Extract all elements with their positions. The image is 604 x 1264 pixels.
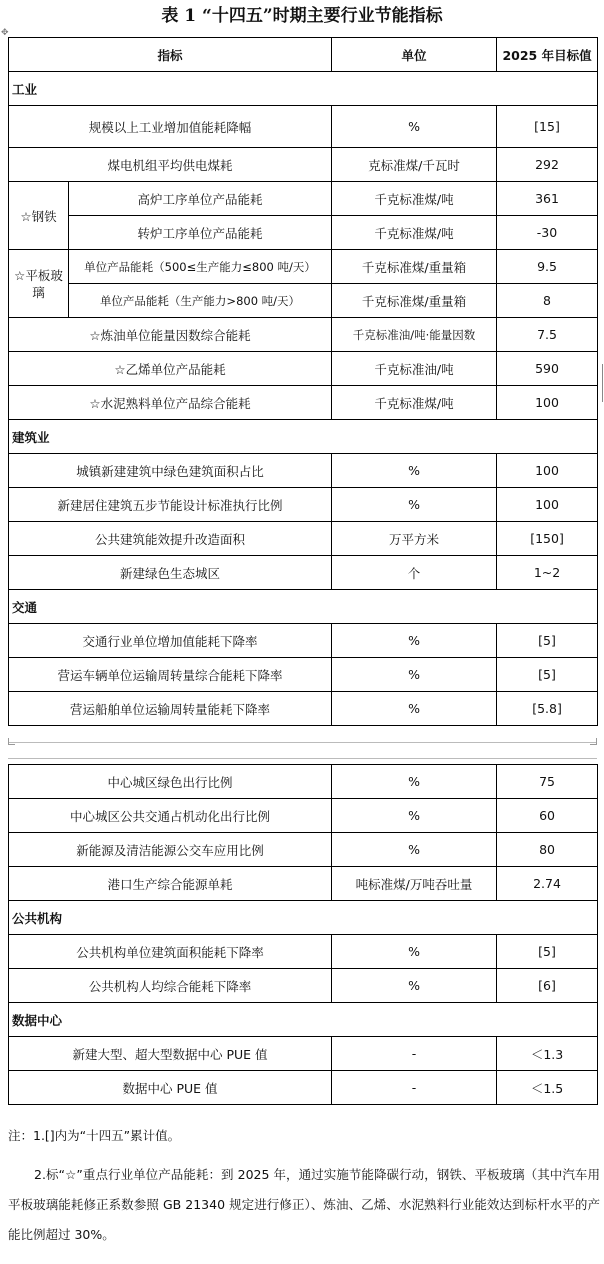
section-industry: 工业 [9, 72, 598, 106]
indicator-unit: % [332, 488, 497, 522]
indicator-value: 9.5 [497, 250, 598, 284]
table-row [9, 182, 598, 216]
indicator-unit: 千克标准煤/吨 [332, 386, 497, 420]
group-steel: ☆钢铁 [9, 182, 69, 250]
indicator-name: 转炉工序单位产品能耗 [69, 216, 332, 250]
table-row [9, 148, 598, 182]
section-row [9, 72, 598, 106]
indicator-value: 590 [497, 352, 598, 386]
indicator-value: [15] [497, 106, 598, 148]
move-handle-icon[interactable]: ✥ [1, 28, 9, 38]
table-row [9, 284, 598, 318]
indicator-name: 港口生产综合能源单耗 [9, 867, 332, 901]
indicator-unit: % [332, 969, 497, 1003]
indicator-unit: 千克标准油/吨·能量因数 [332, 318, 497, 352]
indicator-name: 城镇新建建筑中绿色建筑面积占比 [9, 454, 332, 488]
table-row [9, 216, 598, 250]
indicator-name: 新能源及清洁能源公交车应用比例 [9, 833, 332, 867]
indicator-unit: 万平方米 [332, 522, 497, 556]
indicator-value: [5] [497, 624, 598, 658]
table-row [9, 935, 598, 969]
table-title: 表 1 “十四五”时期主要行业节能指标 [161, 6, 443, 26]
indicator-name: 单位产品能耗（500≤生产能力≤800 吨/天） [69, 250, 332, 284]
table-row [9, 386, 598, 420]
table-row [9, 692, 598, 726]
indicator-value: 1~2 [497, 556, 598, 590]
indicator-value: 292 [497, 148, 598, 182]
table-row [9, 318, 598, 352]
indicator-unit: % [332, 935, 497, 969]
header-target: 2025 年目标值 [497, 38, 598, 72]
indicator-unit: % [332, 765, 497, 799]
indicator-unit: % [332, 799, 497, 833]
indicator-unit: 千克标准煤/重量箱 [332, 250, 497, 284]
indicator-unit: 千克标准煤/吨 [332, 216, 497, 250]
table-row [9, 106, 598, 148]
table-row [9, 1071, 598, 1105]
indicator-name: 中心城区绿色出行比例 [9, 765, 332, 799]
indicator-value: [5.8] [497, 692, 598, 726]
indicator-name: 高炉工序单位产品能耗 [69, 182, 332, 216]
indicator-unit: 千克标准油/吨 [332, 352, 497, 386]
table-row [9, 658, 598, 692]
table-row [9, 867, 598, 901]
indicator-unit: 吨标准煤/万吨吞吐量 [332, 867, 497, 901]
table-row [9, 624, 598, 658]
indicator-unit: % [332, 454, 497, 488]
indicator-value: ＜1.3 [497, 1037, 598, 1071]
indicator-name: 新建居住建筑五步节能设计标准执行比例 [9, 488, 332, 522]
table-row [9, 352, 598, 386]
indicator-name: 公共机构单位建筑面积能耗下降率 [9, 935, 332, 969]
indicator-unit: % [332, 692, 497, 726]
indicator-value: 2.74 [497, 867, 598, 901]
header-unit: 单位 [332, 38, 497, 72]
table-row [9, 1037, 598, 1071]
page-break [8, 738, 597, 762]
indicator-name: 新建大型、超大型数据中心 PUE 值 [9, 1037, 332, 1071]
indicator-value: 75 [497, 765, 598, 799]
section-row [9, 590, 598, 624]
group-glass: ☆平板玻璃 [9, 250, 69, 318]
table-header-row [9, 38, 598, 72]
table-row [9, 522, 598, 556]
table-row [9, 833, 598, 867]
indicator-name: ☆水泥熟料单位产品综合能耗 [9, 386, 332, 420]
indicator-value: 361 [497, 182, 598, 216]
indicator-value: 100 [497, 386, 598, 420]
indicator-unit: - [332, 1037, 497, 1071]
indicator-value: [150] [497, 522, 598, 556]
indicator-name: 规模以上工业增加值能耗降幅 [9, 106, 332, 148]
indicator-name: 数据中心 PUE 值 [9, 1071, 332, 1105]
indicator-unit: % [332, 624, 497, 658]
indicator-name: 交通行业单位增加值能耗下降率 [9, 624, 332, 658]
indicator-name: 公共机构人均综合能耗下降率 [9, 969, 332, 1003]
indicator-value: -30 [497, 216, 598, 250]
indicator-name: 中心城区公共交通占机动化出行比例 [9, 799, 332, 833]
indicator-name: 营运船舶单位运输周转量能耗下降率 [9, 692, 332, 726]
indicator-value: 100 [497, 488, 598, 522]
section-transport: 交通 [9, 590, 598, 624]
indicator-value: 100 [497, 454, 598, 488]
section-construction: 建筑业 [9, 420, 598, 454]
indicator-name: 单位产品能耗（生产能力>800 吨/天） [69, 284, 332, 318]
indicator-value: [5] [497, 658, 598, 692]
indicator-unit: 个 [332, 556, 497, 590]
section-public: 公共机构 [9, 901, 598, 935]
section-row [9, 420, 598, 454]
indicator-name: ☆炼油单位能量因数综合能耗 [9, 318, 332, 352]
table-row [9, 454, 598, 488]
table-row [9, 799, 598, 833]
note-1: 注：1.[]内为“十四五”累计值。 [8, 1128, 181, 1143]
indicator-value: 80 [497, 833, 598, 867]
table-row [9, 250, 598, 284]
indicator-unit: % [332, 106, 497, 148]
table-row [9, 488, 598, 522]
note-2: 2.标“☆”重点行业单位产品能耗：到 2025 年，通过实施节能降碳行动，钢铁、平板玻璃（其中汽车用平板玻璃能耗修正系数参照 GB 21340 规定进行修正）、炼油、乙烯、水泥熟料行业能效达到标杆水平的产能比例超过 30%。 [8, 1167, 600, 1242]
section-datacenter: 数据中心 [9, 1003, 598, 1037]
indicator-value: [6] [497, 969, 598, 1003]
indicator-value: ＜1.5 [497, 1071, 598, 1105]
indicator-unit: 千克标准煤/重量箱 [332, 284, 497, 318]
indicator-name: 新建绿色生态城区 [9, 556, 332, 590]
indicator-name: 营运车辆单位运输周转量综合能耗下降率 [9, 658, 332, 692]
table-row [9, 556, 598, 590]
indicator-unit: - [332, 1071, 497, 1105]
indicator-name: 煤电机组平均供电煤耗 [9, 148, 332, 182]
energy-indicator-table-continued [8, 764, 598, 1105]
indicator-name: 公共建筑能效提升改造面积 [9, 522, 332, 556]
indicator-value: 7.5 [497, 318, 598, 352]
indicator-unit: % [332, 833, 497, 867]
indicator-value: [5] [497, 935, 598, 969]
section-row [9, 901, 598, 935]
table-row [9, 969, 598, 1003]
indicator-unit: 克标准煤/千瓦时 [332, 148, 497, 182]
indicator-name: ☆乙烯单位产品能耗 [9, 352, 332, 386]
header-indicator: 指标 [9, 38, 332, 72]
section-row [9, 1003, 598, 1037]
indicator-value: 60 [497, 799, 598, 833]
indicator-unit: 千克标准煤/吨 [332, 182, 497, 216]
energy-indicator-table [8, 37, 598, 726]
table-row [9, 765, 598, 799]
indicator-unit: % [332, 658, 497, 692]
indicator-value: 8 [497, 284, 598, 318]
